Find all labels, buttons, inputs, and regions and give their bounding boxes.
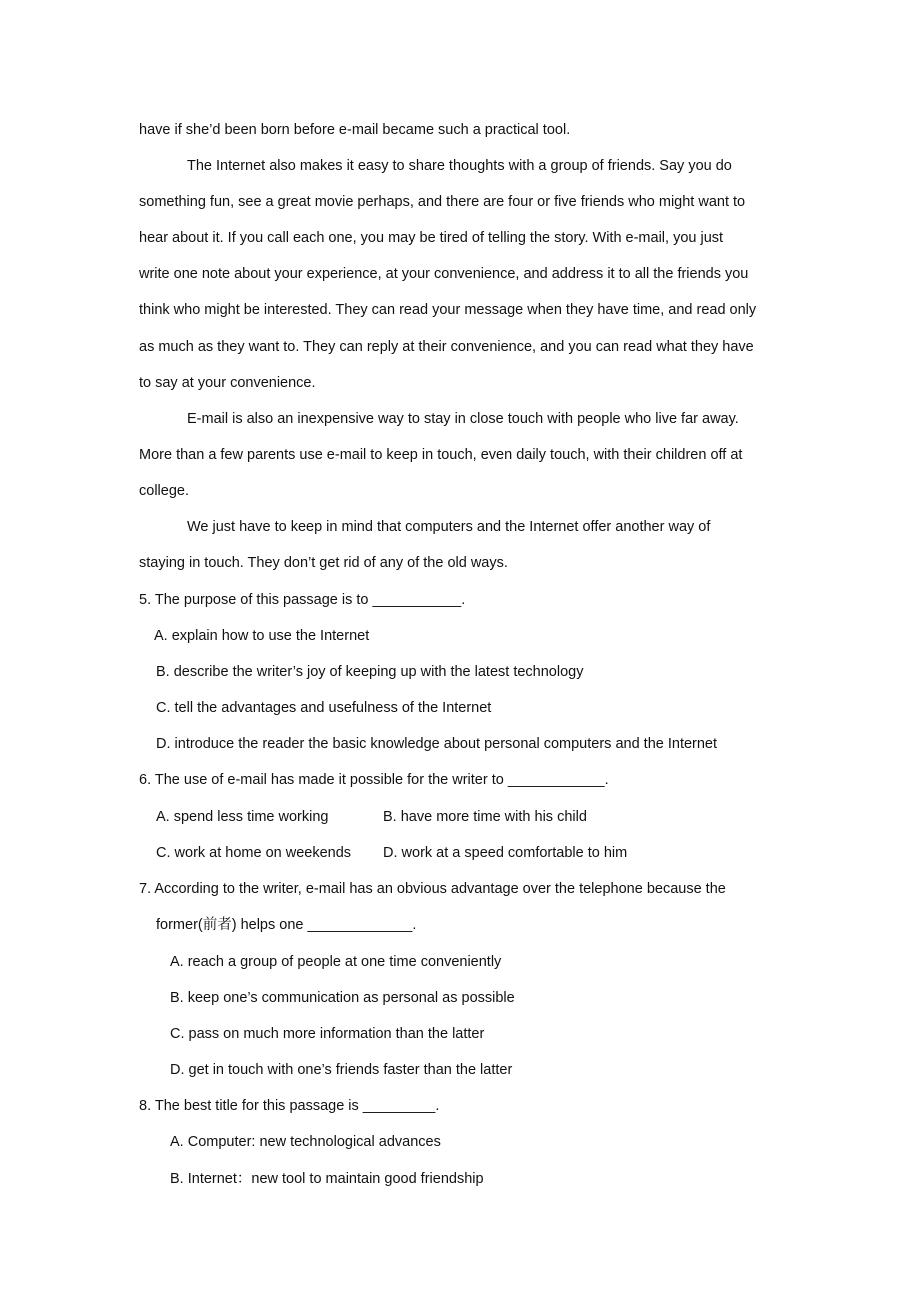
question-7-option-a: A. reach a group of people at one time conveniently: [170, 954, 502, 970]
paragraph-line: write one note about your experience, at your convenience, and address it to all the friends you: [139, 266, 749, 282]
question-7-option-b: B. keep one’s communication as personal as possible: [170, 990, 515, 1006]
paragraph-line: More than a few parents use e-mail to keep in touch, even daily touch, with their children off at: [139, 447, 743, 463]
paragraph-line: E-mail is also an inexpensive way to stay in close touch with people who live far away.: [187, 411, 739, 427]
question-6-option-c: C. work at home on weekends: [156, 845, 352, 861]
question-5-option-d: D. introduce the reader the basic knowledge about personal computers and the Internet: [156, 736, 718, 752]
question-7-option-c: C. pass on much more information than the latter: [170, 1026, 485, 1042]
paragraph-line: The Internet also makes it easy to share thoughts with a group of friends. Say you do: [187, 158, 732, 174]
question-7-stem: 7. According to the writer, e-mail has an obvious advantage over the telephone because the: [139, 881, 726, 897]
paragraph-line: hear about it. If you call each one, you may be tired of telling the story. With e-mail, you just: [139, 230, 724, 246]
paragraph-line: think who might be interested. They can read your message when they have time, and read only: [139, 302, 757, 318]
paragraph-line: staying in touch. They don’t get rid of any of the old ways.: [139, 555, 508, 571]
paragraph-line: have if she’d been born before e-mail became such a practical tool.: [139, 122, 571, 138]
question-5-option-b: B. describe the writer’s joy of keeping up with the latest technology: [156, 664, 584, 680]
question-5-stem: 5. The purpose of this passage is to ___________.: [139, 592, 466, 608]
question-8-option-b: B. Internet：new tool to maintain good friendship: [170, 1171, 484, 1187]
question-7-stem-continued: former(前者) helps one _____________.: [156, 917, 417, 933]
paragraph-line: as much as they want to. They can reply at their convenience, and you can read what they have: [139, 339, 754, 355]
question-5-option-a: A. explain how to use the Internet: [154, 628, 370, 644]
paragraph-line: to say at your convenience.: [139, 375, 316, 391]
question-5-option-c: C. tell the advantages and usefulness of the Internet: [156, 700, 492, 716]
question-6-option-a: A. spend less time working: [156, 809, 329, 825]
question-6-stem: 6. The use of e-mail has made it possible for the writer to ____________.: [139, 772, 609, 788]
paragraph-line: college.: [139, 483, 189, 499]
paragraph-line: something fun, see a great movie perhaps, and there are four or five friends who might want to: [139, 194, 746, 210]
question-6-option-b: B. have more time with his child: [383, 809, 587, 825]
paragraph-line: We just have to keep in mind that computers and the Internet offer another way of: [187, 519, 711, 535]
question-7-option-d: D. get in touch with one’s friends faster than the latter: [170, 1062, 513, 1078]
question-6-option-d: D. work at a speed comfortable to him: [383, 845, 628, 861]
question-8-stem: 8. The best title for this passage is _________.: [139, 1098, 440, 1114]
question-8-option-a: A. Computer: new technological advances: [170, 1134, 441, 1150]
